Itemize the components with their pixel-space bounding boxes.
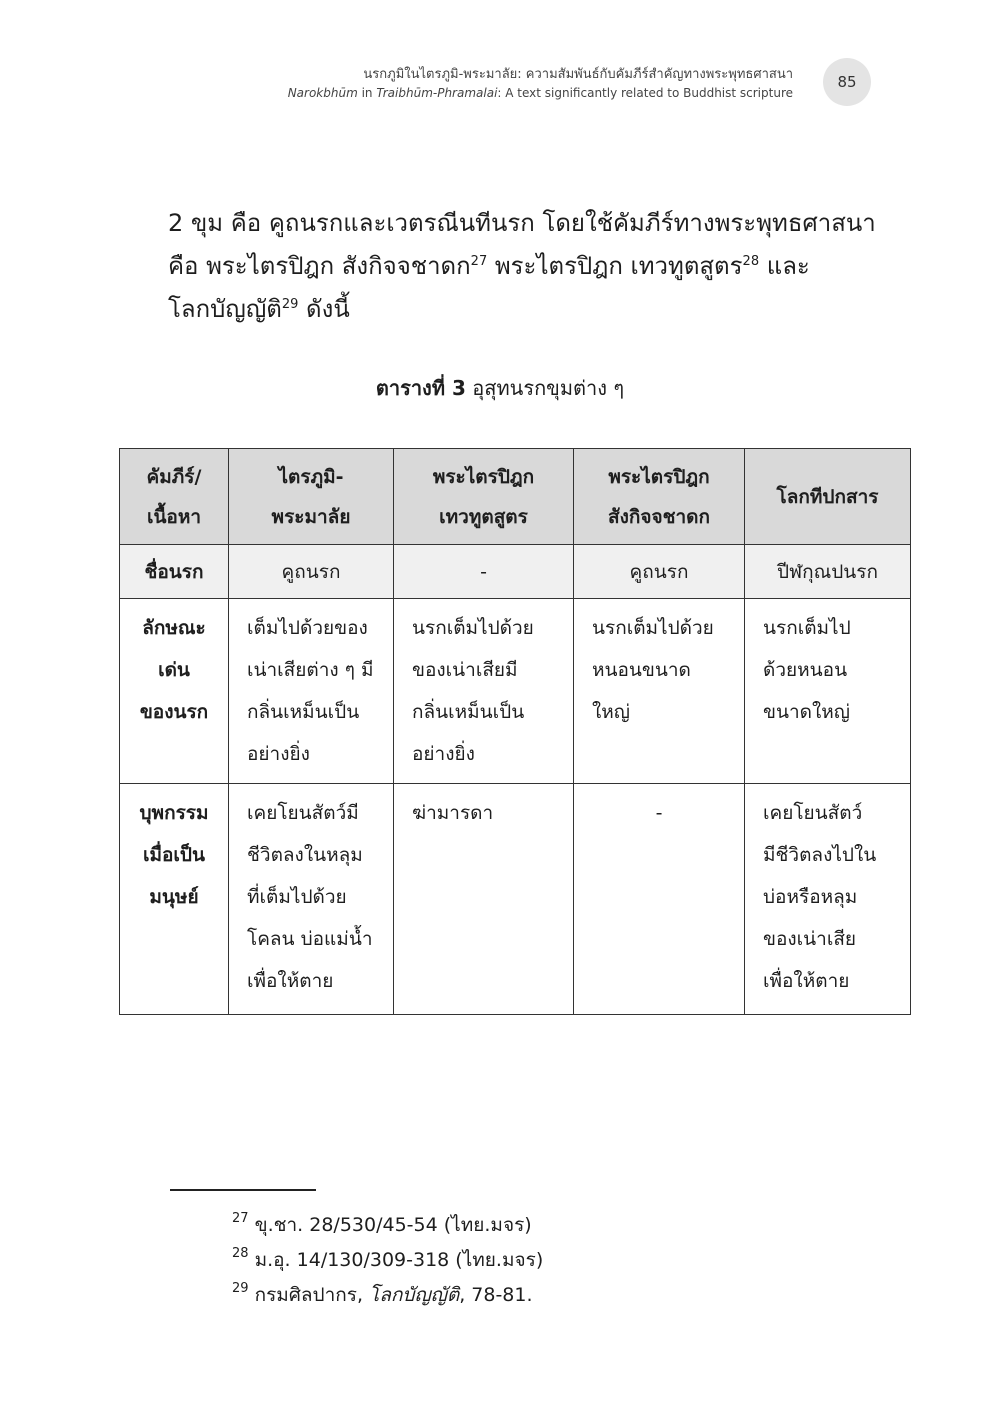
para-line-3 [168,288,868,331]
title-rest: : A text significantly related to Buddhist scripture [497,86,793,100]
para-line-2 [168,245,868,288]
header-traibhum-phramalai [229,449,394,545]
cell-line: กลิ่นเหม็นเป็น [247,701,360,723]
table-cell: - [394,545,574,599]
para-line-2-c: และ [759,252,810,280]
header-line: พระไตรปิฎก [608,465,710,488]
para-line-2-b: พระไตรปิฎก เทวทูตสูตร [487,252,743,280]
table-cell [745,784,911,1015]
row-label-hell-name: ชื่อนรก [120,545,229,599]
table-cell [229,784,394,1015]
row-label-past-karma [120,784,229,1015]
header-line: พระไตรปิฎก [432,465,535,488]
footnote-29 [232,1278,543,1313]
table-caption [0,372,1000,404]
table-cell [574,784,745,1015]
cell-line: นรกเต็มไปด้วย [412,617,534,639]
table-caption-label: ตารางที่ 3 [375,376,466,400]
footnote-text: , 78-81. [459,1284,533,1306]
cell-line: ของเน่าเสีย [763,928,857,950]
row-label-hell-features [120,599,229,784]
para-line-3-a: โลกบัญญัติ [168,295,282,323]
hell-comparison-table [119,448,911,1015]
body-paragraph [168,202,876,331]
footnote-text: ขุ.ชา. 28/530/45-54 (ไทย.มจร) [248,1214,532,1236]
footnote-27 [232,1208,543,1243]
table-cell: ปีฬกุณปนรก [745,545,911,599]
header-line: พระมาลัย [271,505,351,528]
header-line: ไตรภูมิ- [278,465,344,488]
cell-line: อย่างยิ่ง [412,743,475,765]
cell-line: เคยโยนสัตว์ [763,802,863,824]
table-caption-text: อุสุทนรกขุมต่าง ๆ [465,376,625,400]
cell-line: ที่เต็มไปด้วย [247,886,347,908]
cell-line: หนอนขนาด [592,659,691,681]
title-mid: in [357,86,377,100]
footnote-number: 27 [232,1211,249,1226]
para-line-3-b: ดังนี้ [298,295,350,323]
cell-line: ฆ่ามารดา [412,802,494,824]
header-line: โลกทีปกสาร [776,485,879,508]
header-devaduta-sutta [394,449,574,545]
footnotes [232,1208,543,1313]
cell-line: อย่างยิ่ง [247,743,310,765]
cell-line: โคลน บ่อแม่น้ำ [247,928,373,950]
footnote-28 [232,1243,543,1278]
table-cell [229,599,394,784]
table-row-past-karma [120,784,911,1015]
header-line: สังกิจจชาดก [607,505,711,528]
cell-line: บ่อหรือหลุม [763,886,858,908]
cell-line: - [655,802,663,824]
running-header-english [288,84,793,102]
row-label-line: เด่น [158,659,190,681]
cell-line: เต็มไปด้วยของ [247,617,368,639]
row-label-line: บุพกรรม [139,802,209,824]
running-header-thai: นรกภูมิในไตรภูมิ-พระมาลัย: ความสัมพันธ์กับคัมภีร์สำคัญทางพระพุทธศาสนา [363,67,793,82]
para-line-2-a: คือ พระไตรปิฎก สังกิจจชาดก [168,252,471,280]
footnote-number: 28 [232,1246,249,1261]
footnote-ref-29[interactable]: 29 [281,297,299,312]
cell-line: ขนาดใหญ่ [763,701,850,723]
title-italic-2: Traibhūm-Phramalai [376,86,498,100]
page-number: 85 [823,58,871,106]
header-line: เทวทูตสูตร [439,505,528,528]
table-cell [394,784,574,1015]
header-sankicca-jataka [574,449,745,545]
table-cell: คูถนรก [229,545,394,599]
cell-line: เน่าเสียต่าง ๆ มี [247,659,374,681]
table-cell: คูถนรก [574,545,745,599]
cell-line: เพื่อให้ตาย [247,970,334,992]
header-lokadipakasara [745,449,911,545]
cell-line: ด้วยหนอน [763,659,848,681]
row-label-line: ของนรก [139,701,209,723]
header-line: เนื้อหา [146,505,202,528]
header-line: คัมภีร์/ [146,465,202,488]
footnote-text: กรมศิลปากร, [248,1284,370,1306]
row-label-line: เมื่อเป็น [143,844,205,866]
table-cell [745,599,911,784]
cell-line: เพื่อให้ตาย [763,970,850,992]
table-cell [394,599,574,784]
header-scripture-content [120,449,229,545]
cell-line: มีชีวิตลงไปใน [763,844,877,866]
cell-line: ของเน่าเสียมี [412,659,518,681]
row-label-line: ลักษณะ [142,617,206,639]
cell-line: เคยโยนสัตว์มี [247,802,359,824]
footnote-ref-28[interactable]: 28 [742,254,760,269]
cell-line: นรกเต็มไป [763,617,851,639]
footnote-book-title: โลกบัญญัติ [369,1284,460,1306]
footnote-number: 29 [232,1281,249,1296]
footnote-ref-27[interactable]: 27 [470,254,488,269]
cell-line: ชีวิตลงในหลุม [247,844,363,866]
table-cell [574,599,745,784]
cell-line: ใหญ่ [592,701,630,723]
table-header-row [120,449,911,545]
cell-line: นรกเต็มไปด้วย [592,617,714,639]
row-label-line: มนุษย์ [149,886,199,908]
table-row-hell-features [120,599,911,784]
running-header [288,66,793,102]
title-italic-1: Narokbhūm [287,86,358,100]
table-row-hell-name [120,545,911,599]
para-line-1: 2 ขุม คือ คูถนรกและเวตรณีนทีนรก โดยใช้คัมภีร์ทางพระพุทธศาสนา [168,209,876,237]
footnote-divider [170,1189,316,1191]
cell-line: กลิ่นเหม็นเป็น [412,701,525,723]
footnote-text: ม.อุ. 14/130/309-318 (ไทย.มจร) [248,1249,544,1271]
